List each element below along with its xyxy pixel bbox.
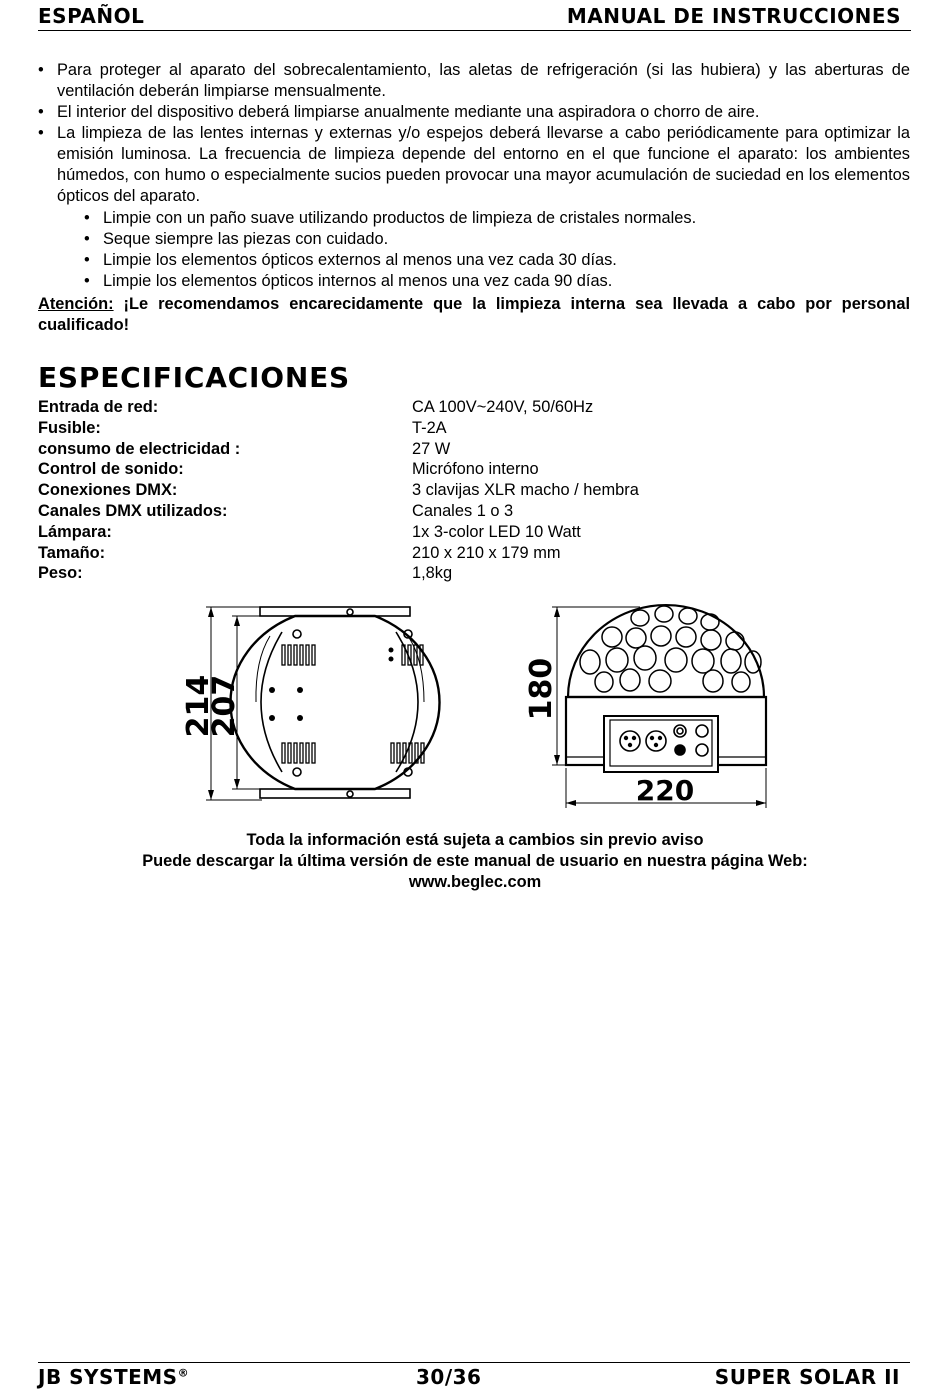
dimension-220: 220 — [635, 774, 695, 807]
list-item: • Limpie con un paño suave utilizando productos de limpieza de cristales normales. — [84, 208, 910, 229]
spec-value: 1x 3-color LED 10 Watt — [412, 522, 581, 541]
page-number: 30/36 — [416, 1365, 482, 1389]
list-item: • Limpie los elementos ópticos internos al menos una vez cada 90 días. — [84, 271, 910, 292]
list-item: • Para proteger al aparato del sobrecalentamiento, las aletas de refrigeración (si las hubiera) y las aberturas de ventilación deberán limpiarse mensualmente. — [38, 60, 910, 102]
list-item: • Seque siempre las piezas con cuidado. — [84, 229, 910, 250]
footer-product: SUPER SOLAR II — [714, 1365, 900, 1389]
spec-label: consumo de electricidad : — [38, 439, 241, 458]
list-item: • Limpie los elementos ópticos externos al menos una vez cada 30 días. — [84, 250, 910, 271]
list-item: • El interior del dispositivo deberá limpiarse anualmente mediante una aspiradora o chorro de aire. — [38, 102, 910, 123]
footer-brand — [38, 1365, 189, 1389]
spec-label: Conexiones DMX: — [38, 481, 178, 500]
spec-label: Peso: — [38, 564, 83, 583]
page-footer — [38, 1362, 910, 1393]
spec-value: 3 clavijas XLR macho / hembra — [412, 481, 639, 500]
spec-label: Control de sonido: — [38, 460, 184, 479]
spec-value: Canales 1 o 3 — [412, 501, 514, 520]
dimension-207: 207 — [207, 674, 242, 738]
dimension-180: 180 — [524, 657, 559, 721]
spec-value: 1,8kg — [412, 564, 453, 583]
spec-label: Entrada de red: — [38, 398, 159, 416]
spec-label: Tamaño: — [38, 543, 106, 562]
website-link[interactable]: www.beglec.com — [408, 873, 542, 891]
header-language: ESPAÑOL — [38, 4, 145, 28]
spec-value: Micrófono interno — [412, 460, 539, 479]
list-item: • La limpieza de las lentes internas y externas y/o espejos deberá llevarse a cabo periódicamente para optimizar la emisión luminosa. La frecuencia de limpieza depende del entorno en el que funcione el aparato: los ambientes húmedos, con humo o especialmente sucios pueden provocar una mayor acumulación de suciedad en los elementos ópticos del aparato. — [38, 123, 910, 207]
specs-title: ESPECIFICACIONES — [38, 361, 350, 394]
spec-label: Lámpara: — [38, 522, 112, 541]
attention-label: Atención: — [38, 295, 114, 313]
brand-name: JB SYSTEMS — [38, 1365, 178, 1389]
spec-label: Fusible: — [38, 418, 101, 437]
changes-note: Toda la información está sujeta a cambios sin previo aviso — [246, 831, 704, 849]
dimension-214: 214 — [181, 674, 216, 738]
download-note: Puede descargar la última versión de este manual de usuario en nuestra página Web: — [142, 852, 808, 870]
spec-value: CA 100V~240V, 50/60Hz — [412, 398, 594, 416]
registered-mark: ® — [177, 1366, 190, 1380]
spec-value: 210 x 210 x 179 mm — [412, 543, 561, 562]
attention-text: ¡Le recomendamos encarecidamente que la limpieza interna sea llevada a cabo por personal cualificado! — [38, 295, 910, 334]
spec-label: Canales DMX utilizados: — [38, 501, 228, 520]
spec-value: T-2A — [412, 418, 447, 437]
spec-value: 27 W — [412, 439, 451, 458]
header-title: MANUAL DE INSTRUCCIONES — [566, 4, 901, 28]
